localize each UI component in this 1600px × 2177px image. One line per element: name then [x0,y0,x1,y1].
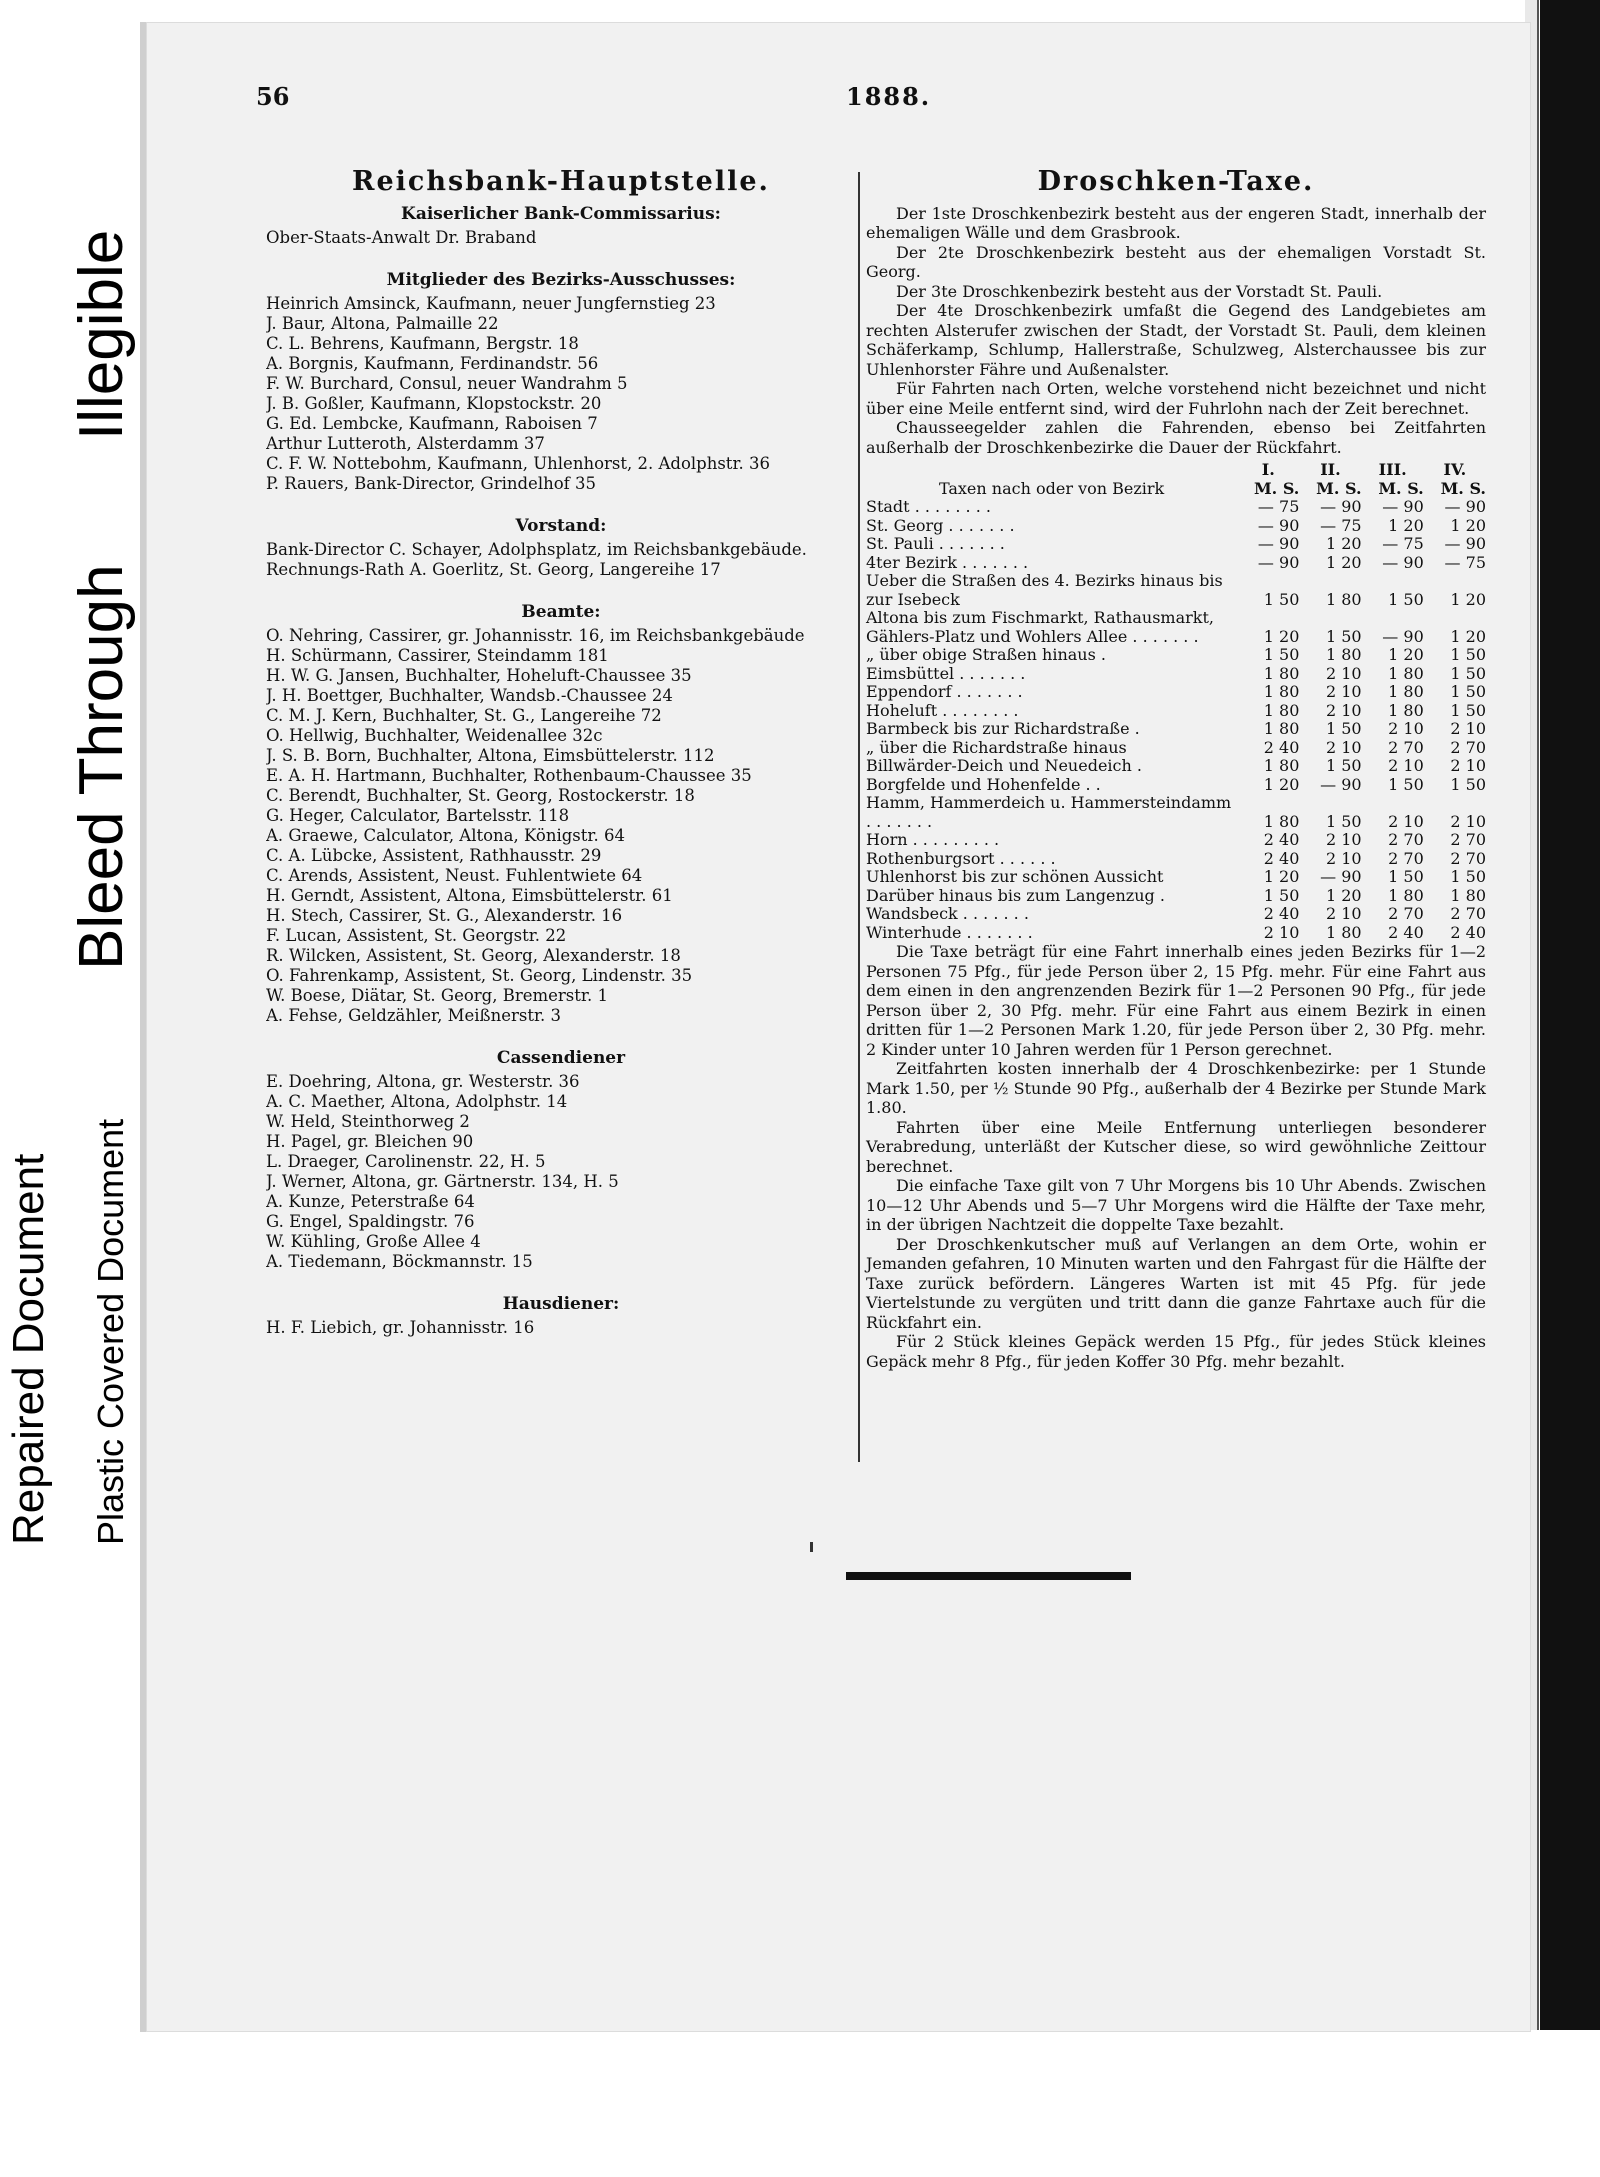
row-label: Eimsbüttel . . . . . . . [866,663,1026,683]
row-label: Rothenburgsort . . . . . . [866,848,1056,868]
fare-cell: 2 10 [1325,663,1362,683]
fare-cell: 2 40 [1263,830,1300,849]
fare-cell: 2 10 [1388,756,1424,775]
currency-header: M. S. [1378,478,1424,498]
fare-cell: 2 70 [1450,737,1486,757]
fare-cell: — 90 [1320,774,1362,794]
fare-cell: 1 80 [1388,885,1424,905]
table-row [866,868,1486,887]
document-page [140,22,1531,2032]
fare-cell: 1 50 [1450,682,1486,701]
left-column [266,166,856,1338]
list-item: J. B. Goßler, Kaufmann, Klopstockstr. 20 [266,394,602,413]
fare-cell: 1 80 [1388,700,1424,720]
fare-cell: 1 80 [1263,811,1300,831]
list-item: Rechnungs-Rath A. Goerlitz, St. Georg, Langereihe 17 [266,560,721,579]
list-item: W. Held, Steinthorweg 2 [266,1112,470,1131]
list-item: F. W. Burchard, Consul, neuer Wandrahm 5 [266,374,628,393]
col-header: III. [1378,460,1407,479]
row-label: St. Pauli . . . . . . . [866,534,1005,553]
fare-cell: 2 70 [1388,830,1424,849]
fare-cell: — 90 [1382,626,1424,646]
fare-cell: 1 80 [1263,719,1300,738]
fare-cell: 1 80 [1388,682,1424,701]
intro-paragraph: Für Fahrten nach Orten, welche vorstehend nicht bezeichnet und nicht über eine Meile entfernt sind, wird der Fuhrlohn nach der Zeit berechnet. [866,379,1486,418]
right-title: Droschken-Taxe. [1037,166,1315,197]
list-item: J. H. Boettger, Buchhalter, Wandsb.-Chaussee 24 [266,686,673,705]
fare-cell: — 90 [1320,867,1362,886]
fare-cell: 1 20 [1388,515,1424,535]
intro-paragraph: Der 4te Droschkenbezirk umfaßt die Gegend des Landgebietes am rechten Alsterufer zwischen der Stadt, der Vorstadt St. Pauli, dem kleinen Schäferkamp, Schlump, Hallerstraße, Schulzweg, Alsterchaussee bis zur Uhlenhorster Fähre und Außenalster. [866,301,1486,379]
table-row [866,535,1486,554]
list-item: F. Lucan, Assistent, St. Georgstr. 22 [266,926,567,945]
row-label: Stadt . . . . . . . . [866,497,991,516]
row-label: „ über die Richardstraße hinaus [866,737,1127,757]
fare-cell: 2 40 [1263,904,1300,923]
fare-cell: 2 40 [1388,922,1424,942]
list-item: Heinrich Amsinck, Kaufmann, neuer Jungfernstieg 23 [266,294,716,313]
fare-cell: — 75 [1257,497,1300,516]
fare-cell: 1 50 [1263,885,1300,905]
row-label: 4ter Bezirk . . . . . . . [866,552,1029,572]
list-item: O. Fahrenkamp, Assistent, St. Georg, Lindenstr. 35 [266,966,693,985]
fare-cell: 2 10 [1325,830,1362,849]
row-label: „ über obige Straßen hinaus . [866,645,1106,664]
intro-paragraph: Chausseegelder zahlen die Fahrenden, ebenso bei Zeitfahrten außerhalb der Droschkenbezirke die Dauer der Rückfahrt. [866,418,1486,457]
fare-cell: 2 40 [1263,848,1300,868]
page-header [256,82,1516,122]
row-label: Ueber die Straßen des 4. Bezirks hinaus bis zur Isebeck [866,571,1223,609]
row-label: Wandsbeck . . . . . . . [866,904,1029,923]
fare-cell: 2 10 [1450,811,1486,831]
table-row [866,924,1486,943]
fare-cell: 1 50 [1263,645,1300,664]
fare-cell: 1 50 [1450,645,1486,664]
table-row [866,554,1486,573]
scan-border [1540,0,1600,2030]
row-label: Winterhude . . . . . . . [866,922,1033,942]
fare-cell: 1 50 [1388,867,1424,886]
row-label: Horn . . . . . . . . . [866,830,1000,849]
page-year: 1888. [846,82,932,111]
list-item: J. Werner, Altona, gr. Gärtnerstr. 134, H. 5 [266,1172,619,1191]
fare-cell: 1 80 [1263,756,1300,775]
table-row [866,683,1486,702]
col-header: I. [1261,460,1275,479]
fare-cell: — 90 [1444,534,1486,553]
fare-cell: 2 10 [1325,848,1362,868]
currency-header: M. S. [1316,478,1362,498]
table-row [866,517,1486,536]
fare-cell: 2 40 [1450,922,1486,942]
fare-cell: 2 70 [1450,830,1486,849]
house-heading: Hausdiener: [502,1294,620,1314]
list-item: A. Kunze, Peterstraße 64 [266,1192,475,1211]
note-paragraph: Fahrten über eine Meile Entfernung unterliegen besonderer Verabredung, unterläßt der Kutscher diese, so wird gewöhnliche Zeittour berechnet. [866,1117,1486,1176]
fare-cell: 2 10 [1325,682,1362,701]
fare-cell: — 90 [1257,534,1300,553]
table-row [866,665,1486,684]
table-row [866,794,1486,831]
bottom-rule [846,1572,1131,1580]
fare-cell: 1 50 [1450,700,1486,720]
list-item: O. Hellwig, Buchhalter, Weidenallee 32c [266,726,603,745]
fare-cell: 2 10 [1450,719,1486,738]
list-item: J. S. B. Born, Buchhalter, Altona, Eimsbüttelerstr. 112 [266,746,715,765]
fare-cell: 2 70 [1388,848,1424,868]
fare-cell: 1 20 [1263,626,1300,646]
fare-cell: 1 50 [1450,867,1486,886]
table-row [866,776,1486,795]
list-item: P. Rauers, Bank-Director, Grindelhof 35 [266,474,597,493]
list-item: C. A. Lübcke, Assistent, Rathhausstr. 29 [266,846,602,865]
fare-cell: 1 80 [1325,589,1362,609]
fare-cell: — 90 [1257,515,1300,535]
list-item: H. F. Liebich, gr. Johannisstr. 16 [266,1318,535,1337]
label-plastic-covered-document: Plastic Covered Document [90,1118,131,1545]
fare-table [866,461,1486,942]
list-item: H. Pagel, gr. Bleichen 90 [266,1132,474,1151]
table-subheader-row [866,480,1486,499]
note-paragraph: Für 2 Stück kleines Gepäck werden 15 Pfg., für jedes Stück kleines Gepäck mehr 8 Pfg., für jeden Koffer 30 Pfg. mehr bezahlt. [866,1332,1486,1371]
fare-cell: 1 20 [1325,552,1362,572]
intro-paragraph: Der 2te Droschkenbezirk besteht aus der ehemaligen Vorstadt St. Georg. [866,242,1486,281]
fare-cell: 1 80 [1450,885,1486,905]
ink-mark [810,1542,813,1552]
label-repaired-document: Repaired Document [4,1153,53,1545]
fare-cell: 1 20 [1450,589,1486,609]
fare-cell: 2 10 [1325,904,1362,923]
list-item: J. Baur, Altona, Palmaille 22 [266,314,499,333]
table-row [866,887,1486,906]
table-row [866,609,1486,646]
fare-cell: 2 40 [1263,737,1300,757]
board-heading: Vorstand: [515,516,607,536]
fare-cell: — 75 [1382,534,1424,553]
fare-cell: 2 70 [1388,904,1424,923]
list-item: H. Schürmann, Cassirer, Steindamm 181 [266,646,609,665]
fare-cell: 1 20 [1263,774,1300,794]
fare-cell: — 90 [1382,497,1424,516]
fare-cell: 1 50 [1450,663,1486,683]
fare-cell: 1 20 [1450,626,1486,646]
list-item: G. Ed. Lembcke, Kaufmann, Raboisen 7 [266,414,598,433]
note-paragraph: Zeitfahrten kosten innerhalb der 4 Droschkenbezirke: per 1 Stunde Mark 1.50, per ½ Stunde 90 Pfg., außerhalb der 4 Bezirke per Stunde Mark 1.80. [866,1059,1486,1117]
row-label: Hamm, Hammerdeich u. Hammersteindamm . . . . . . . [866,793,1232,831]
cashiers-list [266,1072,856,1272]
notes [866,942,1486,1371]
label-illegible: Illegible [67,229,136,440]
table-caption: Taxen nach oder von Bezirk [938,478,1165,498]
committee-heading: Mitglieder des Bezirks-Ausschusses: [386,270,736,290]
fare-cell: — 90 [1444,497,1486,516]
fare-cell: — 90 [1320,497,1362,516]
list-item: W. Kühling, Große Allee 4 [266,1232,481,1251]
note-paragraph: Der Droschkenkutscher muß auf Verlangen an dem Orte, wohin er Jemanden gefahren, 10 Minuten warten und den Fahrgast für die Hälfte der Taxe zurück befördern. Längeres Warten ist mit 45 Pfg. für jede Viertelstunde zu vergüten und tritt dann die ganze Fahrtaxe auch für die Rückfahrt ein. [866,1234,1486,1332]
fare-cell: 1 50 [1325,756,1362,775]
table-row [866,702,1486,721]
committee-list [266,294,856,494]
fare-cell: — 75 [1320,515,1362,535]
table-row [866,757,1486,776]
table-row [866,646,1486,665]
col-header: IV. [1443,460,1467,479]
list-item: H. Stech, Cassirer, St. G., Alexanderstr. 16 [266,906,623,925]
list-item: W. Boese, Diätar, St. Georg, Bremerstr. 1 [266,986,608,1005]
list-item: Arthur Lutteroth, Alsterdamm 37 [266,434,545,453]
currency-header: M. S. [1253,478,1300,498]
fare-cell: 2 10 [1325,737,1362,757]
fare-cell: 1 20 [1450,515,1486,535]
fare-cell: — 90 [1382,552,1424,572]
fare-cell: 1 80 [1325,645,1362,664]
row-label: Barmbeck bis zur Richardstraße . [866,719,1140,738]
cashiers-heading: Cassendiener [496,1048,626,1068]
list-item: C. Berendt, Buchhalter, St. Georg, Rostockerstr. 18 [266,786,695,805]
fare-cell: 2 10 [1450,756,1486,775]
fare-cell: 1 50 [1450,774,1486,794]
fare-cell: 1 20 [1263,867,1300,886]
list-item: A. Graewe, Calculator, Altona, Königstr. 64 [266,826,625,845]
list-item: C. Arends, Assistent, Neust. Fuhlentwiete 64 [266,866,643,885]
fare-cell: 1 50 [1263,589,1300,609]
list-item: H. W. G. Jansen, Buchhalter, Hoheluft-Chaussee 35 [266,666,692,685]
list-item: A. Fehse, Geldzähler, Meißnerstr. 3 [266,1006,562,1025]
row-label: Billwärder-Deich und Neuedeich . [866,756,1142,775]
table-header-row [866,461,1486,480]
fare-cell: 1 20 [1388,645,1424,664]
row-label: Hoheluft . . . . . . . . [866,700,1019,720]
col-header: II. [1320,460,1341,479]
fare-cell: — 75 [1444,552,1486,572]
table-row [866,498,1486,517]
list-item: A. Borgnis, Kaufmann, Ferdinandstr. 56 [266,354,599,373]
list-item: A. Tiedemann, Böckmannstr. 15 [266,1252,533,1271]
fare-cell: 1 50 [1388,774,1424,794]
table-row [866,905,1486,924]
list-item: R. Wilcken, Assistent, St. Georg, Alexanderstr. 18 [266,946,681,965]
note-paragraph: Die Taxe beträgt für eine Fahrt innerhalb eines jeden Bezirks für 1—2 Personen 75 Pfg., für jede Person über 2, 15 Pfg. mehr. Für eine Fahrt aus dem einen in den angrenzenden Bezirk für 1—2 Personen 90 Pfg., für jede Person über 2, 30 Pfg. mehr. Für eine Fahrt aus einem Bezirk in einen dritten für 1—2 Personen Mark 1.20, für jede Person über 2, 30 Pfg. mehr. 2 Kinder unter 10 Jahren werden für 1 Person gerechnet. [866,942,1486,1059]
commissar-entry: Ober-Staats-Anwalt Dr. Braband [266,228,537,247]
fare-cell: 2 10 [1325,700,1362,720]
column-divider [858,172,860,1462]
intro-paragraph: Der 1ste Droschkenbezirk besteht aus der engeren Stadt, innerhalb der ehemaligen Wälle und dem Grasbrook. [866,203,1486,242]
row-label: Eppendorf . . . . . . . [866,682,1023,701]
list-item: C. F. W. Nottebohm, Kaufmann, Uhlenhorst, 2. Adolphstr. 36 [266,454,770,473]
list-item: H. Gerndt, Assistent, Altona, Eimsbüttelerstr. 61 [266,886,673,905]
officials-heading: Beamte: [521,602,601,622]
fare-cell: 1 50 [1325,719,1362,738]
officials-list [266,626,856,1026]
list-item: G. Engel, Spaldingstr. 76 [266,1212,475,1231]
label-bleed-through: Bleed Through [67,564,136,970]
row-label: Darüber hinaus bis zum Langenzug . [866,885,1165,905]
fare-cell: 2 70 [1388,737,1424,757]
list-item: O. Nehring, Cassirer, gr. Johannisstr. 16, im Reichsbankgebäude [266,626,805,645]
fare-cell: 2 70 [1450,904,1486,923]
fare-cell: 2 10 [1388,811,1424,831]
right-column [866,166,1486,1371]
fare-cell: 1 20 [1325,885,1362,905]
note-paragraph: Die einfache Taxe gilt von 7 Uhr Morgens bis 10 Uhr Abends. Zwischen 10—12 Uhr Abends und 5—7 Uhr Morgens wird die Hälfte der Taxe mehr, in der übrigen Nachtzeit die doppelte Taxe bezahlt. [866,1176,1486,1234]
row-label: Uhlenhorst bis zur schönen Aussicht [866,867,1164,886]
fare-cell: 1 50 [1325,626,1362,646]
fare-cell: 2 70 [1450,848,1486,868]
fare-cell: 2 10 [1388,719,1424,738]
side-labels [0,0,140,2177]
fare-cell: 1 80 [1263,700,1300,720]
list-item: Bank-Director C. Schayer, Adolphsplatz, im Reichsbankgebäude. [266,540,807,559]
list-item: A. C. Maether, Altona, Adolphstr. 14 [266,1092,568,1111]
fare-cell: 1 80 [1263,682,1300,701]
table-row [866,720,1486,739]
row-label: Borgfelde und Hohenfelde . . [866,774,1101,794]
page-number: 56 [256,82,290,111]
list-item: E. A. H. Hartmann, Buchhalter, Rothenbaum-Chaussee 35 [266,766,752,785]
intro-paragraph: Der 3te Droschkenbezirk besteht aus der Vorstadt St. Pauli. [896,281,1383,301]
fare-cell: 2 10 [1263,922,1300,942]
commissar-heading: Kaiserlicher Bank-Commissarius: [401,204,721,224]
fare-cell: 1 80 [1325,922,1362,942]
currency-header: M. S. [1440,478,1486,498]
fare-cell: — 90 [1257,552,1300,572]
table-row [866,739,1486,758]
list-item: C. L. Behrens, Kaufmann, Bergstr. 18 [266,334,579,353]
table-row [866,572,1486,609]
fare-cell: 1 50 [1325,811,1362,831]
left-title: Reichsbank-Hauptstelle. [352,166,770,197]
row-label: St. Georg . . . . . . . [866,515,1015,535]
list-item: C. M. J. Kern, Buchhalter, St. G., Langereihe 72 [266,706,662,725]
list-item: G. Heger, Calculator, Bartelsstr. 118 [266,806,570,825]
fare-cell: 1 20 [1325,534,1362,553]
fare-cell: 1 80 [1388,663,1424,683]
table-row [866,850,1486,869]
table-row [866,831,1486,850]
fare-cell: 1 50 [1388,589,1424,609]
list-item: L. Draeger, Carolinenstr. 22, H. 5 [266,1152,546,1171]
list-item: E. Doehring, Altona, gr. Westerstr. 36 [266,1072,580,1091]
fare-cell: 1 80 [1263,663,1300,683]
row-label: Altona bis zum Fischmarkt, Rathausmarkt, Gählers-Platz und Wohlers Allee . . . . . . . [866,608,1214,646]
